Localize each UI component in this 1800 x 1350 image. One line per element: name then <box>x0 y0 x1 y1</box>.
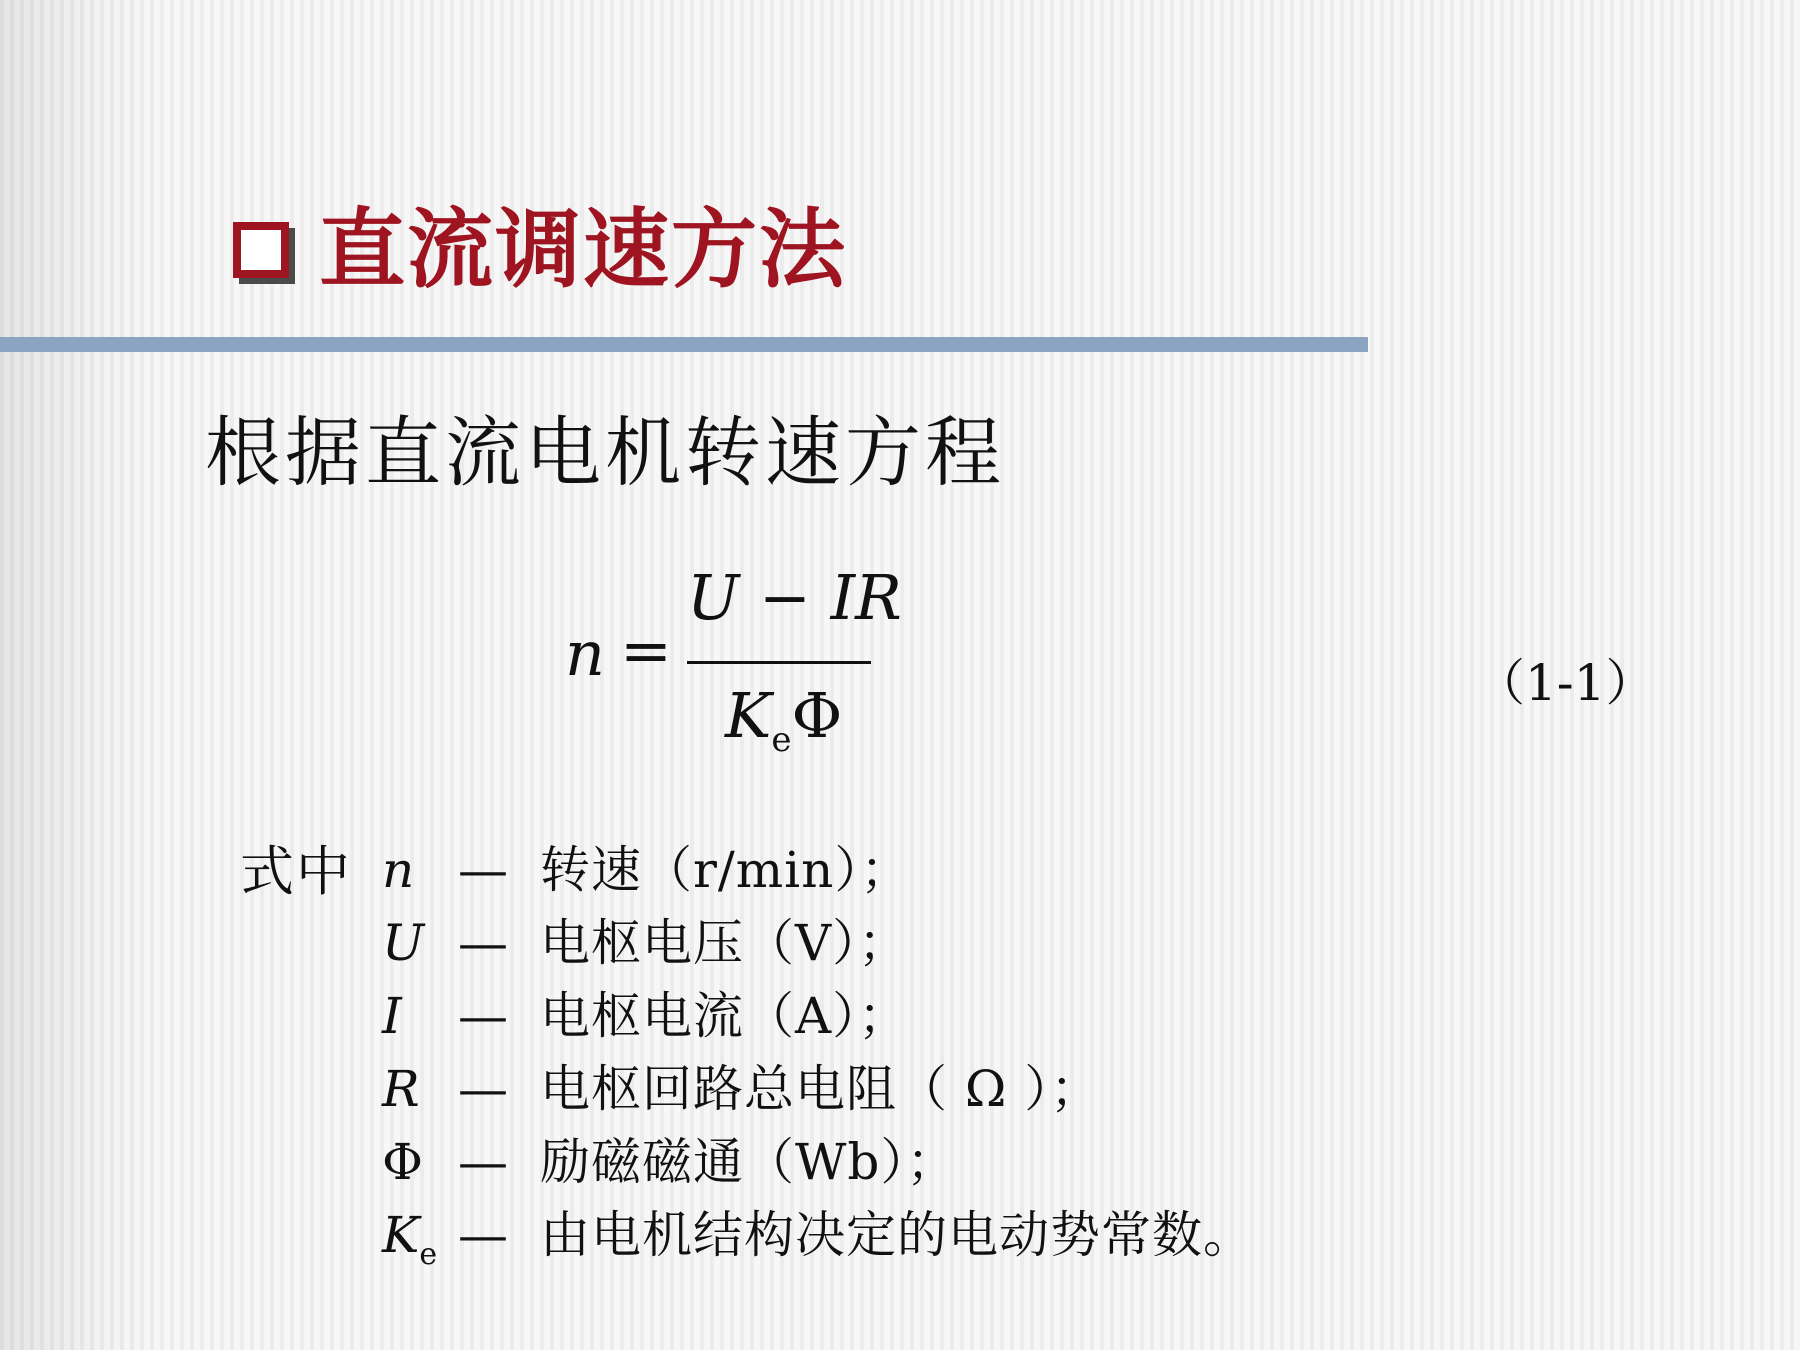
definition-dash: — <box>458 1206 508 1264</box>
title-text: 直流调速方法 <box>319 199 847 300</box>
definition-symbol <box>382 841 415 899</box>
definition-symbol <box>382 914 425 972</box>
denominator-subscript: e <box>771 720 792 760</box>
definition-text: 电枢电流（A）； <box>540 987 910 1045</box>
definition-dash: — <box>458 987 508 1045</box>
speed-equation <box>565 561 925 765</box>
definition-symbol <box>382 987 402 1045</box>
equation-lhs: n <box>565 617 605 690</box>
equation-numerator: U − IR <box>687 561 902 634</box>
definition-dash: — <box>458 914 508 972</box>
fraction-bar <box>687 661 871 664</box>
definition-text: 电枢电压（V）； <box>540 914 910 972</box>
definition-symbol <box>382 1206 438 1272</box>
symbol-text: K <box>382 1206 420 1264</box>
symbol-text: R <box>382 1060 420 1118</box>
denominator-k: K <box>725 679 772 752</box>
definition-text: 励磁磁通（Wb）； <box>540 1133 958 1191</box>
symbol-text: n <box>382 841 415 899</box>
title-divider <box>0 337 1368 352</box>
denominator-phi: Φ <box>791 679 843 752</box>
definition-symbol <box>382 1060 420 1118</box>
symbol-subscript: e <box>419 1237 438 1272</box>
definition-dash: — <box>458 841 508 899</box>
definition-text: 转速（r/min）； <box>540 841 912 899</box>
definition-symbol <box>382 1133 423 1191</box>
definition-text: 由电机结构决定的电动势常数。 <box>540 1206 1254 1264</box>
definition-dash: — <box>458 1060 508 1118</box>
symbol-text: U <box>382 914 425 972</box>
where-label: 式中 <box>240 840 352 903</box>
intro-text: 根据直流电机转速方程 <box>205 408 1005 497</box>
symbol-text: Φ <box>382 1133 423 1191</box>
equals-sign: = <box>620 614 672 687</box>
equation-number: （1-1） <box>1475 654 1656 712</box>
symbol-text: I <box>382 987 402 1045</box>
equation-denominator <box>725 679 843 760</box>
checkbox-square-icon <box>233 222 289 278</box>
slide-title <box>233 200 847 300</box>
definition-dash: — <box>458 1133 508 1191</box>
definition-text: 电枢回路总电阻（ Ω ）； <box>540 1060 1102 1118</box>
